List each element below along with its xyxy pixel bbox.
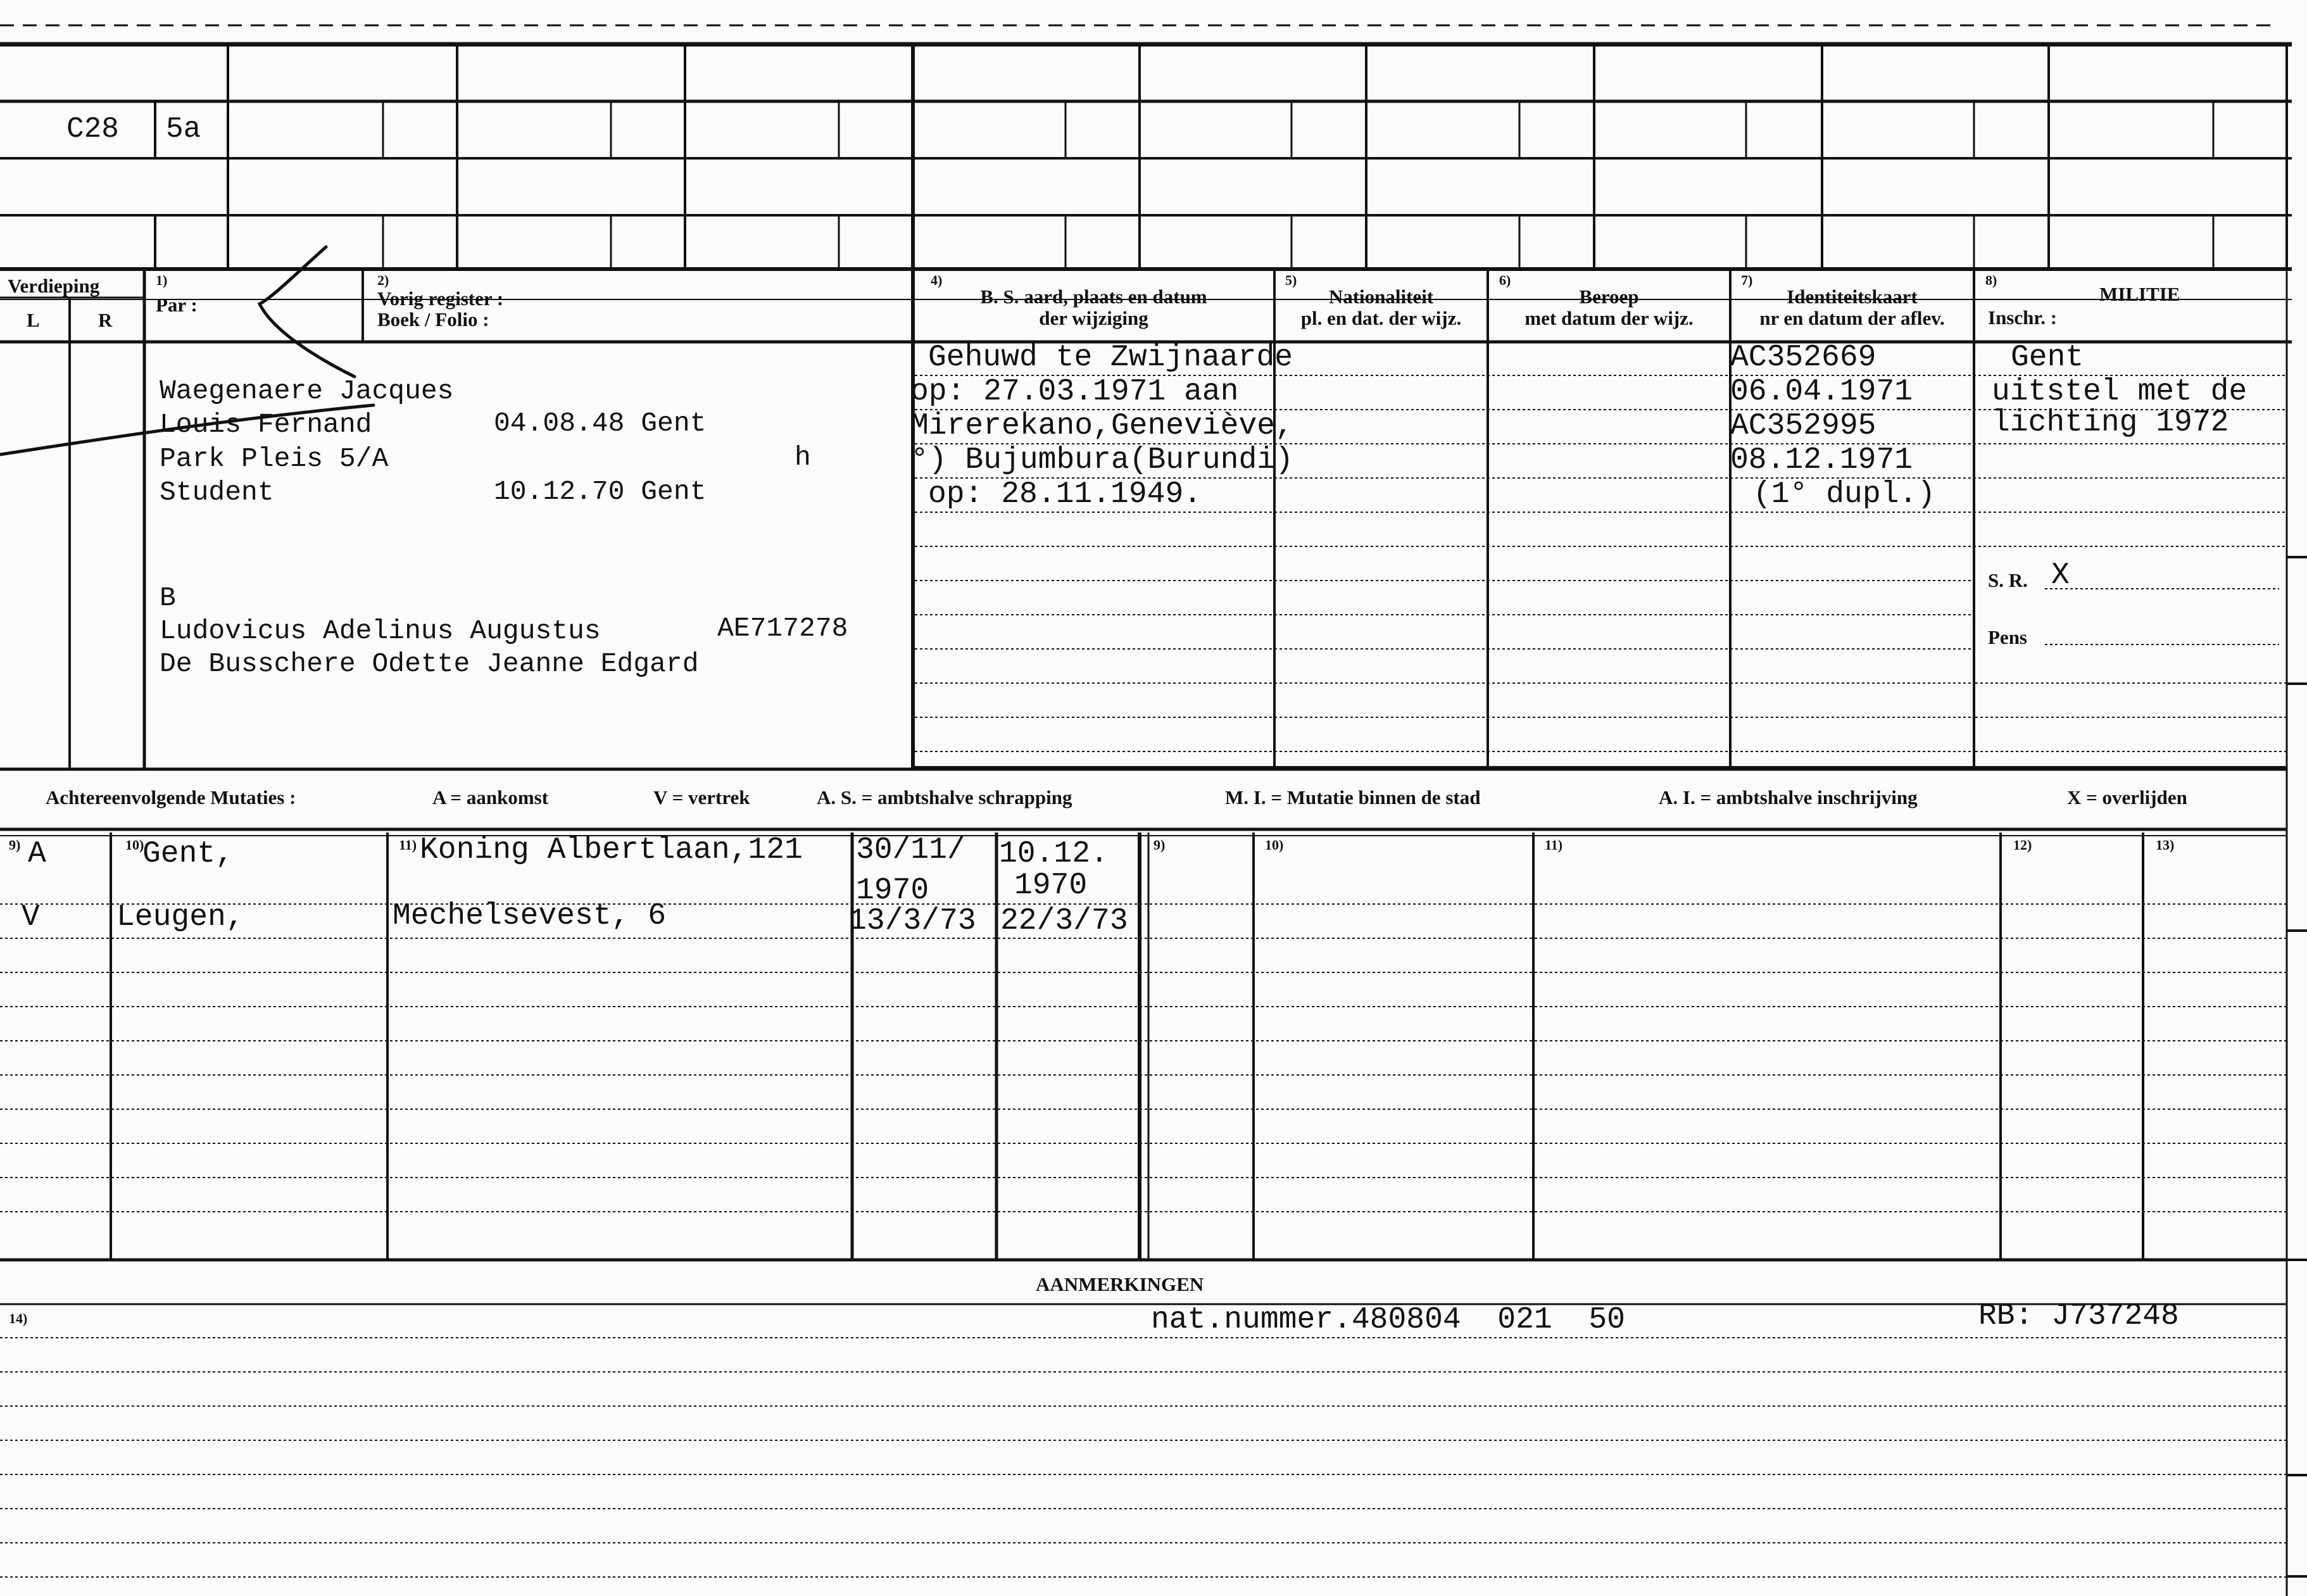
identity-card-line: 06.04.1971 xyxy=(1730,375,1913,409)
header-identiteitskaart: Identiteitskaart nr en datum der aflev. xyxy=(1759,286,1945,329)
person-name: Waegenaere Jacques xyxy=(160,375,454,406)
header-num-2: 2) xyxy=(377,272,389,288)
register-code: C28 xyxy=(66,113,119,146)
header-nationaliteit: Nationaliteit pl. en dat. der wijz. xyxy=(1300,286,1462,329)
mut-row2-type: V xyxy=(22,900,40,934)
mut-row2-date1: 13/3/73 xyxy=(848,904,976,938)
identity-card-line: AC352995 xyxy=(1730,409,1876,443)
header-num-5: 5) xyxy=(1285,272,1297,288)
legend-title: Achtereenvolgende Mutaties : xyxy=(46,786,296,808)
identity-card-line: 08.12.1971 xyxy=(1730,443,1913,477)
header-militie: MILITIE xyxy=(2099,283,2180,305)
mut-row1-address: Koning Albertlaan,121 xyxy=(420,833,803,867)
header-col-l: L xyxy=(27,309,40,331)
header-verdieping: Verdieping xyxy=(8,275,100,297)
mut-header-10: 10) xyxy=(125,837,144,853)
mut-row1-date2a: 10.12. xyxy=(999,837,1109,871)
identity-card-line: AC352669 xyxy=(1730,341,1876,375)
mother-name: De Busschere Odette Jeanne Edgard xyxy=(160,648,699,679)
mut-row2-place: Leugen, xyxy=(116,900,244,934)
header-num-4: 4) xyxy=(931,272,943,288)
legend-a: A = aankomst xyxy=(432,786,549,808)
national-number: nat.nummer.480804 021 50 xyxy=(1151,1303,1625,1337)
militie-note-2: lichting 1972 xyxy=(1992,406,2229,440)
militie-place: Gent xyxy=(2011,341,2084,375)
person-mark-h: h xyxy=(795,442,811,473)
rb-number: RB: J737248 xyxy=(1978,1299,2179,1333)
civil-status-line: Mirerekano,Geneviève, xyxy=(910,409,1293,443)
mut-row1-date2b: 1970 xyxy=(1014,869,1088,903)
person-birth: 04.08.48 Gent xyxy=(494,408,707,439)
remarks-title: AANMERKINGEN xyxy=(1036,1273,1204,1295)
person-occupation: Student xyxy=(160,477,274,508)
mut-header-13: 13) xyxy=(2156,837,2175,853)
legend-x: X = overlijden xyxy=(2067,786,2187,808)
person-given-names: Louis Fernand xyxy=(160,409,372,440)
civil-status-line: op: 27.03.1971 aan xyxy=(910,375,1239,409)
mut-row2-address: Mechelsevest, 6 xyxy=(393,899,667,933)
header-col-r: R xyxy=(98,309,113,331)
parents-label: B xyxy=(160,582,176,613)
civil-status-line: op: 28.11.1949. xyxy=(928,477,1202,512)
mut-row1-date1a: 30/11/ xyxy=(856,833,965,867)
civil-status-line: °) Bujumbura(Burundi) xyxy=(910,443,1293,477)
legend-mi: M. I. = Mutatie binnen de stad xyxy=(1225,786,1481,808)
header-num-8: 8) xyxy=(1985,272,1997,288)
militie-sr-value: X xyxy=(2051,558,2070,593)
register-number: 5a xyxy=(166,113,201,146)
remarks-num-14: 14) xyxy=(9,1310,28,1326)
mut-header-10b: 10) xyxy=(1265,837,1284,853)
mut-header-11: 11) xyxy=(399,837,417,853)
header-bs: B. S. aard, plaats en datum der wijziging xyxy=(980,286,1207,329)
header-num-7: 7) xyxy=(1741,272,1753,288)
identity-card-list xyxy=(1730,341,1936,512)
header-num-6: 6) xyxy=(1499,272,1511,288)
mut-header-11b: 11) xyxy=(1545,837,1563,853)
person-occupation-date: 10.12.70 Gent xyxy=(494,476,707,507)
header-inschr: Inschr. : xyxy=(1988,306,2058,329)
header-num-1: 1) xyxy=(156,272,168,288)
militie-sr-label: S. R. xyxy=(1988,569,2028,591)
header-boek-folio: Boek / Folio : xyxy=(377,308,489,330)
mut-row2-date2: 22/3/73 xyxy=(1000,904,1128,938)
mut-row1-type: A xyxy=(28,837,46,871)
legend-ai: A. I. = ambtshalve inschrijving xyxy=(1659,786,1918,808)
mut-row1-date1b: 1970 xyxy=(856,874,929,908)
father-ref: AE717278 xyxy=(717,613,848,644)
civil-status-list xyxy=(910,341,1293,512)
mut-header-9: 9) xyxy=(9,837,21,853)
header-par: Par : xyxy=(156,294,198,316)
legend-as: A. S. = ambtshalve schrapping xyxy=(817,786,1072,808)
civil-status-line: Gehuwd te Zwijnaarde xyxy=(928,341,1293,375)
militie-pens-label: Pens xyxy=(1988,626,2027,648)
father-name: Ludovicus Adelinus Augustus xyxy=(160,615,601,646)
legend-v: V = vertrek xyxy=(653,786,750,808)
identity-card-line: (1° dupl.) xyxy=(1753,477,1936,512)
mut-header-9b: 9) xyxy=(1154,837,1166,853)
header-vorig-register: Vorig register : xyxy=(377,287,504,310)
header-beroep: Beroep met datum der wijz. xyxy=(1524,286,1694,329)
mut-row1-place: Gent, xyxy=(142,837,234,871)
person-address: Park Pleis 5/A xyxy=(160,443,389,474)
militie-note-1: uitstel met de xyxy=(1992,375,2247,409)
mut-header-12: 12) xyxy=(2013,837,2032,853)
